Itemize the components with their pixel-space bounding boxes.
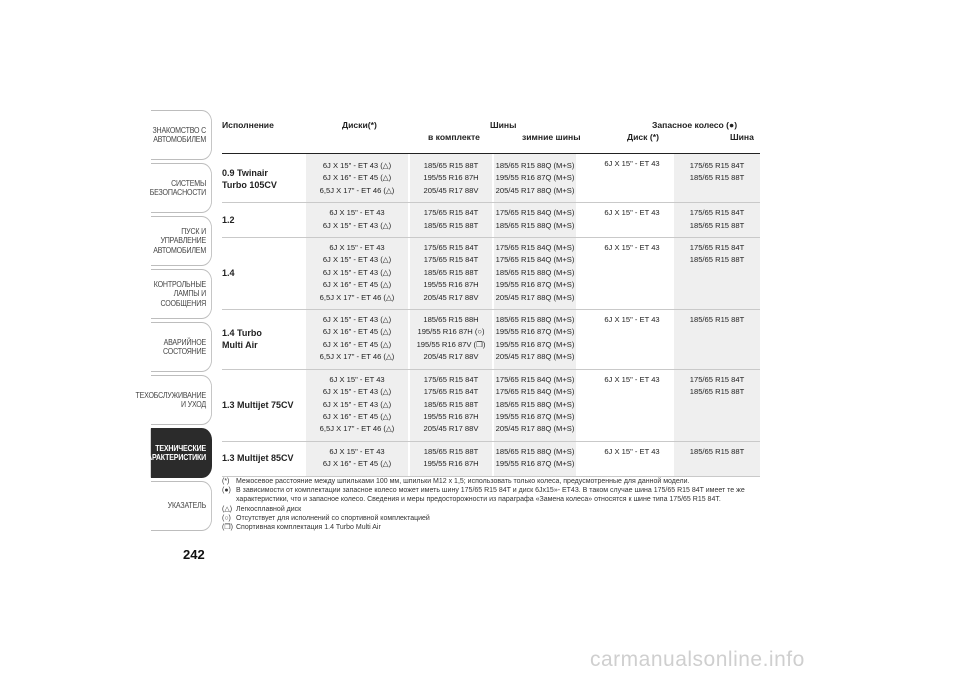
- cell-winter-tyres: [494, 203, 590, 237]
- cell-version: [222, 442, 306, 476]
- wheels-tyres-table: [222, 118, 760, 477]
- cell-spare-rim: [590, 310, 674, 369]
- cell-spare-tyre-line: 175/65 R15 84T: [689, 243, 745, 253]
- cell-spare-tyre-line: 175/65 R15 84T: [689, 161, 745, 170]
- cell-winter-tyres-line: 185/65 R15 88Q (M+S): [495, 315, 575, 325]
- footnote-mark: (*): [222, 478, 230, 485]
- cell-winter-tyres-line: 195/55 R16 87Q (M+S): [495, 327, 575, 337]
- cell-version-line: 0.9 Twinair: [222, 167, 268, 178]
- cell-tyres-line: 195/55 R16 87H: [423, 173, 479, 183]
- cell-winter-tyres-line: 175/65 R15 84Q (M+S): [495, 255, 575, 265]
- cell-version-line: 1.3 Multijet 75CV: [222, 399, 294, 410]
- cell-winter-tyres-line: 195/55 R16 87Q (M+S): [495, 411, 575, 421]
- footnote-text: Легкосплавной диск: [236, 505, 302, 513]
- cell-tyres-line: 205/45 R17 88V: [423, 185, 479, 195]
- cell-spare-rim: [590, 238, 674, 309]
- footnote-text: Спортивная комплектация 1.4 Turbo Multi Air: [236, 524, 381, 532]
- cell-spare-tyre-line: 185/65 R15 88T: [689, 220, 745, 230]
- cell-winter-tyres: [494, 442, 590, 476]
- cell-spare-tyre-line: 185/65 R15 88T: [689, 255, 745, 265]
- cell-tyres-line: 185/65 R15 88T: [423, 267, 479, 277]
- cell-rims: [306, 310, 410, 369]
- cell-spare-rim: [590, 370, 674, 441]
- cell-tyres: [410, 203, 494, 237]
- cell-version: [222, 154, 306, 202]
- cell-version-line: 1.4: [222, 268, 235, 279]
- cell-spare-rim-line: 6J X 15" - ET 43: [604, 315, 660, 325]
- cell-rims-line: 6J X 16" - ET 45 (△): [322, 280, 392, 290]
- cell-tyres-line: 185/65 R15 88T: [423, 399, 479, 409]
- cell-rims-line: 6J X 15" - ET 43: [329, 374, 385, 384]
- nav-tab[interactable]: СИСТЕМЫ БЕЗОПАСНОСТИ: [151, 163, 212, 213]
- cell-spare-tyre-line: 175/65 R15 84T: [689, 374, 745, 384]
- header-spare-rim: Диск (*): [627, 132, 659, 142]
- cell-spare-rim-line: 6J X 15" - ET 43: [604, 208, 660, 218]
- table-row: [222, 154, 760, 203]
- header-version: Исполнение: [222, 120, 274, 130]
- cell-rims-line: 6J X 16" - ET 45 (△): [322, 411, 392, 421]
- cell-winter-tyres-line: 195/55 R16 87Q (M+S): [495, 280, 575, 290]
- cell-tyres-line: 195/55 R16 87V (❒): [416, 339, 486, 349]
- cell-winter-tyres-line: 185/65 R15 88Q (M+S): [495, 399, 575, 409]
- cell-winter-tyres-line: 195/55 R16 87Q (M+S): [495, 339, 575, 349]
- cell-spare-tyre: [674, 154, 760, 202]
- cell-winter-tyres-line: 195/55 R16 87Q (M+S): [495, 459, 575, 469]
- footnote-mark: (△): [222, 505, 233, 513]
- cell-tyres: [410, 310, 494, 369]
- cell-winter-tyres-line: 205/45 R17 88Q (M+S): [495, 292, 575, 302]
- header-spare: Запасное колесо (●): [652, 120, 738, 130]
- cell-spare-rim-line: 6J X 15" - ET 43: [604, 446, 660, 456]
- cell-rims-line: 6J X 16" - ET 45 (△): [322, 327, 392, 337]
- cell-tyres-line: 195/55 R16 87H (○): [417, 327, 485, 337]
- table-row: [222, 310, 760, 370]
- cell-rims-line: 6J X 15" - ET 43 (△): [322, 220, 392, 230]
- header-tyres-winter: зимние шины: [522, 132, 581, 142]
- cell-spare-tyre-line: 185/65 R15 88T: [689, 315, 745, 325]
- cell-rims-line: 6J X 15" - ET 43 (△): [322, 387, 392, 397]
- cell-winter-tyres: [494, 370, 590, 441]
- cell-version-line: 1.4 Turbo: [222, 327, 262, 338]
- cell-tyres: [410, 370, 494, 441]
- cell-rims: [306, 370, 410, 441]
- cell-rims: [306, 203, 410, 237]
- cell-rims-line: 6J X 15" - ET 43: [329, 208, 385, 218]
- cell-rims-line: 6J X 15" - ET 43 (△): [322, 315, 392, 325]
- footnote-text: Межосевое расстояние между шпильками 100 мм, шпильки M12 x 1,5; использовать только колеса, предусмотренные для данной модели.: [236, 478, 690, 485]
- cell-spare-tyre-line: 185/65 R15 88T: [689, 173, 745, 183]
- cell-rims-line: 6J X 16" - ET 45 (△): [322, 459, 392, 469]
- cell-rims-line: 6,5J X 17" - ET 46 (△): [319, 352, 395, 362]
- footnote: [222, 514, 767, 523]
- cell-tyres-line: 195/55 R16 87H: [423, 280, 479, 290]
- cell-tyres: [410, 442, 494, 476]
- page-number: 242: [183, 547, 205, 562]
- cell-tyres-line: 185/65 R15 88T: [423, 161, 479, 170]
- cell-rims-line: 6J X 15" - ET 43: [329, 446, 385, 456]
- cell-tyres-line: 185/65 R15 88T: [423, 446, 479, 456]
- cell-winter-tyres: [494, 154, 590, 202]
- cell-spare-rim-line: 6J X 15" - ET 43: [604, 243, 660, 253]
- cell-rims-line: 6,5J X 17" - ET 46 (△): [319, 424, 395, 434]
- header-spare-tyre: Шина: [730, 132, 754, 142]
- cell-tyres-line: 175/65 R15 84T: [423, 255, 479, 265]
- header-tyres-standard: в комплекте: [428, 132, 480, 142]
- nav-tab[interactable]: УКАЗАТЕЛЬ: [151, 481, 212, 531]
- watermark: carmanualsonline.info: [590, 648, 805, 671]
- table-header: [222, 118, 760, 154]
- cell-tyres-line: 205/45 R17 88V: [423, 424, 479, 434]
- cell-winter-tyres-line: 205/45 R17 88Q (M+S): [495, 352, 575, 362]
- cell-version: [222, 203, 306, 237]
- cell-rims-line: 6J X 16" - ET 45 (△): [322, 339, 392, 349]
- nav-tab[interactable]: КОНТРОЛЬНЫЕ ЛАМПЫ И СООБЩЕНИЯ: [151, 269, 212, 319]
- footnote-mark: (❒): [222, 524, 233, 532]
- cell-version-line: 1.2: [222, 214, 235, 225]
- cell-tyres-line: 205/45 R17 88V: [423, 292, 479, 302]
- nav-tab[interactable]: ПУСК И УПРАВЛЕНИЕ АВТОМОБИЛЕМ: [151, 216, 212, 266]
- cell-tyres-line: 185/65 R15 88T: [423, 220, 479, 230]
- nav-tab[interactable]: ТЕХОБСЛУЖИВАНИЕ И УХОД: [151, 375, 212, 425]
- cell-winter-tyres: [494, 310, 590, 369]
- cell-spare-tyre-line: 185/65 R15 88T: [689, 446, 745, 456]
- table-row: [222, 370, 760, 442]
- cell-spare-tyre-line: 185/65 R15 88T: [689, 387, 745, 397]
- cell-winter-tyres-line: 185/65 R15 88Q (M+S): [495, 446, 575, 456]
- cell-version-line: Turbo 105CV: [222, 179, 277, 190]
- footnotes: [222, 477, 767, 532]
- cell-rims-line: 6J X 15" - ET 43 (△): [322, 399, 392, 409]
- table-row: [222, 238, 760, 310]
- header-tyres: Шины: [490, 120, 517, 130]
- cell-winter-tyres-line: 185/65 R15 88Q (M+S): [495, 220, 575, 230]
- cell-rims: [306, 238, 410, 309]
- cell-winter-tyres-line: 205/45 R17 88Q (M+S): [495, 424, 575, 434]
- cell-spare-tyre: [674, 310, 760, 369]
- cell-spare-tyre-line: 175/65 R15 84T: [689, 208, 745, 218]
- cell-rims-line: 6J X 15" - ET 43 (△): [322, 161, 392, 170]
- cell-tyres-line: 195/55 R16 87H: [423, 411, 479, 421]
- table-body: [222, 154, 760, 477]
- cell-rims-line: 6J X 16" - ET 45 (△): [322, 173, 392, 183]
- footnote-text: В зависимости от комплектации запасное колесо может иметь шину 175/65 R15 84T и диск 6Jx15»- ET43. В таком случае шина 175/65 R15 84T имеет те же характеристики, что и запасное колесо. Сведения и меры предосторожности из параграфа «Замена колеса» относятся к шине типа 175/65 R15 84T.: [236, 487, 745, 504]
- footnote-text: Отсутствует для исполнений со спортивной комплектацией: [236, 514, 430, 522]
- footnote-mark: (●): [222, 487, 231, 495]
- cell-tyres: [410, 154, 494, 202]
- cell-winter-tyres-line: 175/65 R15 84Q (M+S): [495, 374, 575, 384]
- cell-spare-rim-line: 6J X 15" - ET 43: [604, 159, 660, 168]
- footnote: [222, 477, 767, 486]
- nav-tab[interactable]: ЗНАКОМСТВО С АВТОМОБИЛЕМ: [151, 110, 212, 160]
- footnote: [222, 486, 767, 504]
- nav-tab[interactable]: АВАРИЙНОЕ СОСТОЯНИЕ: [151, 322, 212, 372]
- cell-rims-line: 6J X 15" - ET 43 (△): [322, 255, 392, 265]
- cell-tyres-line: 175/65 R15 84T: [423, 208, 479, 218]
- cell-version-line: Multi Air: [222, 339, 258, 350]
- cell-winter-tyres-line: 185/65 R15 88Q (M+S): [495, 161, 575, 170]
- cell-version: [222, 370, 306, 441]
- table-row: [222, 203, 760, 238]
- footnote: [222, 505, 767, 514]
- cell-winter-tyres-line: 175/65 R15 84Q (M+S): [495, 208, 575, 218]
- cell-version-line: 1.3 Multijet 85CV: [222, 453, 294, 464]
- cell-spare-tyre: [674, 238, 760, 309]
- cell-rims-line: 6,5J X 17" - ET 46 (△): [319, 185, 395, 195]
- cell-spare-tyre: [674, 370, 760, 441]
- footnote-mark: (○): [222, 514, 231, 522]
- cell-winter-tyres: [494, 238, 590, 309]
- cell-version: [222, 238, 306, 309]
- header-rims: Диски(*): [342, 120, 377, 130]
- chapter-nav: [135, 110, 212, 534]
- cell-rims-line: 6,5J X 17" - ET 46 (△): [319, 292, 395, 302]
- cell-version: [222, 310, 306, 369]
- cell-spare-tyre: [674, 442, 760, 476]
- cell-spare-rim: [590, 203, 674, 237]
- cell-winter-tyres-line: 175/65 R15 84Q (M+S): [495, 243, 575, 253]
- cell-rims: [306, 442, 410, 476]
- nav-tab[interactable]: ТЕХНИЧЕСКИЕ ХАРАКТЕРИСТИКИ: [151, 428, 212, 478]
- cell-tyres-line: 195/55 R16 87H: [423, 459, 479, 469]
- cell-rims-line: 6J X 15" - ET 43: [329, 243, 385, 253]
- cell-rims: [306, 154, 410, 202]
- cell-winter-tyres-line: 185/65 R15 88Q (M+S): [495, 267, 575, 277]
- cell-tyres: [410, 238, 494, 309]
- cell-rims-line: 6J X 15" - ET 43 (△): [322, 267, 392, 277]
- cell-winter-tyres-line: 205/45 R17 88Q (M+S): [495, 185, 575, 195]
- cell-tyres-line: 175/65 R15 84T: [423, 374, 479, 384]
- cell-winter-tyres-line: 175/65 R15 84Q (M+S): [495, 387, 575, 397]
- cell-tyres-line: 205/45 R17 88V: [423, 352, 479, 362]
- cell-tyres-line: 175/65 R15 84T: [423, 243, 479, 253]
- cell-tyres-line: 175/65 R15 84T: [423, 387, 479, 397]
- cell-tyres-line: 185/65 R15 88H: [423, 315, 479, 325]
- cell-spare-rim-line: 6J X 15" - ET 43: [604, 374, 660, 384]
- table-row: [222, 442, 760, 477]
- footnote: [222, 523, 767, 532]
- cell-spare-tyre: [674, 203, 760, 237]
- cell-winter-tyres-line: 195/55 R16 87Q (M+S): [495, 173, 575, 183]
- cell-spare-rim: [590, 442, 674, 476]
- cell-spare-rim: [590, 154, 674, 202]
